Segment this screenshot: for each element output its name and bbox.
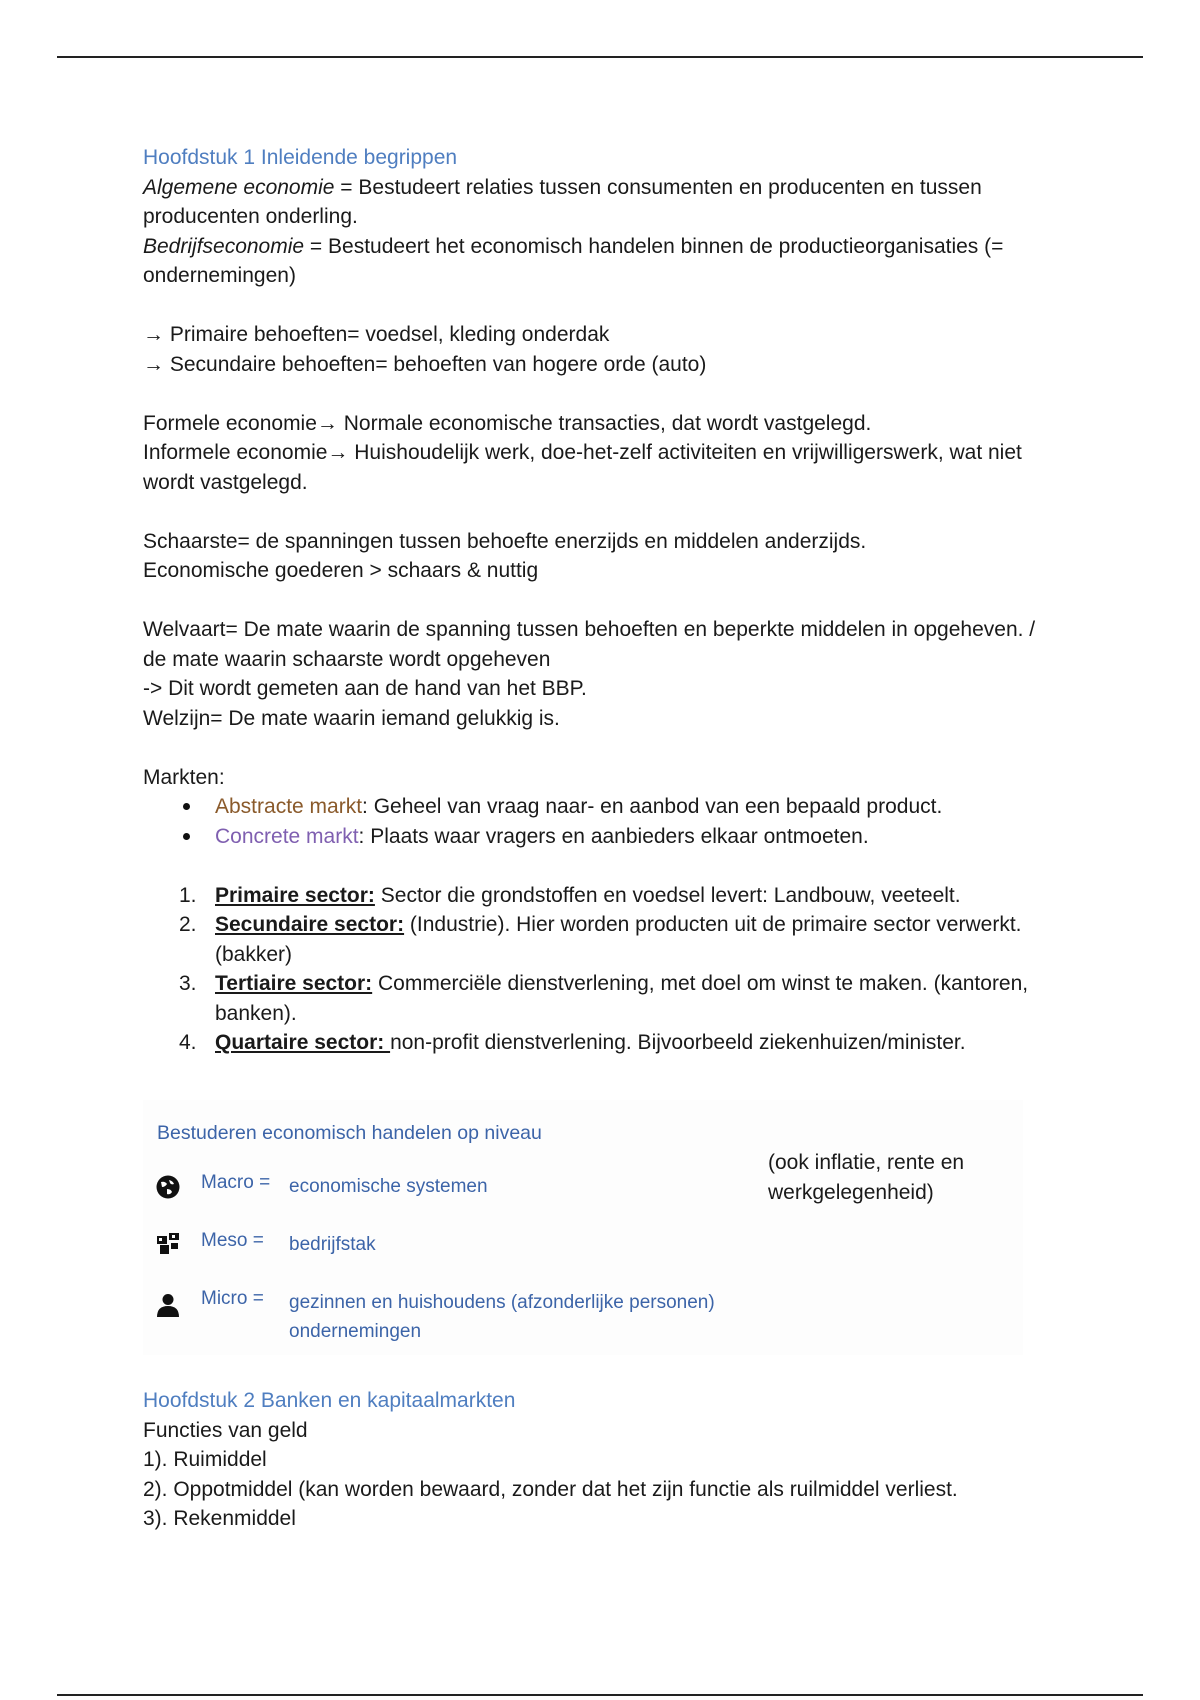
sector-term: Primaire sector: [215, 883, 375, 907]
term: Algemene economie [143, 175, 335, 199]
footer-rule [57, 1694, 1143, 1696]
sector-text: non-profit dienstverlening. Bijvoorbeeld ziekenhuizen/minister. [390, 1031, 966, 1054]
levels-note: (ook inflatie, rente en werkgelegenheid) [768, 1151, 965, 1204]
markets-label: Markten: [143, 765, 225, 789]
sector-term: Tertiaire sector: [215, 972, 373, 995]
levels-title: Bestuderen economisch handelen op niveau [157, 1122, 542, 1144]
chapter-2-heading: Hoofdstuk 2 Banken en kapitaalmarkten [143, 1389, 516, 1412]
level-value-line-2: ondernemingen [289, 1321, 422, 1342]
globe-icon [155, 1174, 181, 1200]
definition-bedrijfseconomie [143, 232, 1063, 291]
level-key: Macro = [201, 1172, 271, 1193]
formal-economy-line: Formele economie→ Normale economische transacties, dat wordt vastgelegd. [143, 411, 872, 435]
item-number: 4. [179, 1031, 197, 1054]
definition-text: = Bestudeert het economisch handelen binnen de productieorganisaties (= ondernemingen) [143, 234, 1004, 287]
sector-term: Quartaire sector: [215, 1031, 391, 1054]
informal-economy-line: Informele economie→ Huishoudelijk werk, doe-het-zelf activiteiten en vrijwilligerswerk, wat niet wordt vastgelegd. [143, 441, 1022, 494]
market-text: : Geheel van vraag naar- en aanbod van een bepaald product. [362, 795, 943, 818]
welfare-line: Welvaart= De mate waarin de spanning tussen behoeften en beperkte middelen in opgeheven. / de mate waarin schaarste wordt opgeheven [143, 618, 1036, 671]
list-item [143, 792, 1063, 822]
level-value-line-1: gezinnen en huishoudens (afzonderlijke personen) [289, 1292, 715, 1313]
item-number: 3. [179, 972, 197, 995]
primary-needs-line: → Primaire behoeften= voedsel, kleding onderdak [143, 323, 610, 346]
bbp-line: -> Dit wordt gemeten aan de hand van het BBP. [143, 677, 587, 700]
sectors-list [143, 881, 1063, 1058]
market-text: : Plaats waar vragers en aanbieders elkaar ontmoeten. [358, 824, 869, 848]
list-item [143, 969, 1063, 1028]
chapter-1-heading: Hoofdstuk 1 Inleidende begrippen [143, 146, 458, 169]
scarcity-line: Schaarste= de spanningen tussen behoefte enerzijds en middelen anderzijds. [143, 529, 867, 553]
list-item [143, 881, 1063, 911]
sector-term: Secundaire sector: [215, 913, 405, 936]
secondary-needs-line: → Secundaire behoeften= behoeften van hogere orde (auto) [143, 352, 707, 376]
list-item [143, 910, 1063, 969]
definition-text: = Bestudeert relaties tussen consumenten en producenten en tussen producenten onderling. [143, 175, 982, 228]
definition-algemene-economie [143, 173, 1063, 232]
person-icon [155, 1292, 181, 1318]
level-key: Micro = [201, 1288, 264, 1309]
markets-list [143, 792, 1063, 851]
level-value [289, 1288, 715, 1346]
level-value: economische systemen [289, 1176, 488, 1197]
level-value: bedrijfstak [289, 1234, 376, 1255]
market-term: Concrete markt [215, 824, 359, 848]
list-item [143, 1028, 1063, 1058]
economic-goods-line: Economische goederen > schaars & nuttig [143, 559, 539, 582]
wellbeing-line: Welzijn= De mate waarin iemand gelukkig is. [143, 706, 560, 730]
sector-text: Commerciële dienstverlening, met doel om winst te maken. (kantoren, banken). [215, 972, 1029, 1025]
economic-levels-figure [143, 1100, 1023, 1355]
level-key: Meso = [201, 1230, 264, 1251]
sector-text: Sector die grondstoffen en voedsel levert: Landbouw, veeteelt. [374, 883, 961, 907]
chapter-2-section [143, 1386, 1063, 1534]
list-item: 1). Ruimiddel [143, 1448, 267, 1471]
market-term: Abstracte markt [215, 795, 363, 818]
item-number: 1. [179, 883, 197, 907]
chapter-1-section [143, 143, 1063, 1058]
money-functions-title: Functies van geld [143, 1418, 308, 1442]
list-item [143, 822, 1063, 852]
list-item: 3). Rekenmiddel [143, 1507, 296, 1530]
list-item: 2). Oppotmiddel (kan worden bewaard, zonder dat het zijn functie als ruilmiddel verliest. [143, 1477, 958, 1501]
industry-icon [155, 1230, 181, 1256]
header-rule [57, 56, 1143, 58]
sector-text: (Industrie). Hier worden producten uit de primaire sector verwerkt. (bakker) [215, 913, 1022, 966]
item-number: 2. [179, 913, 197, 936]
term: Bedrijfseconomie [143, 234, 305, 258]
